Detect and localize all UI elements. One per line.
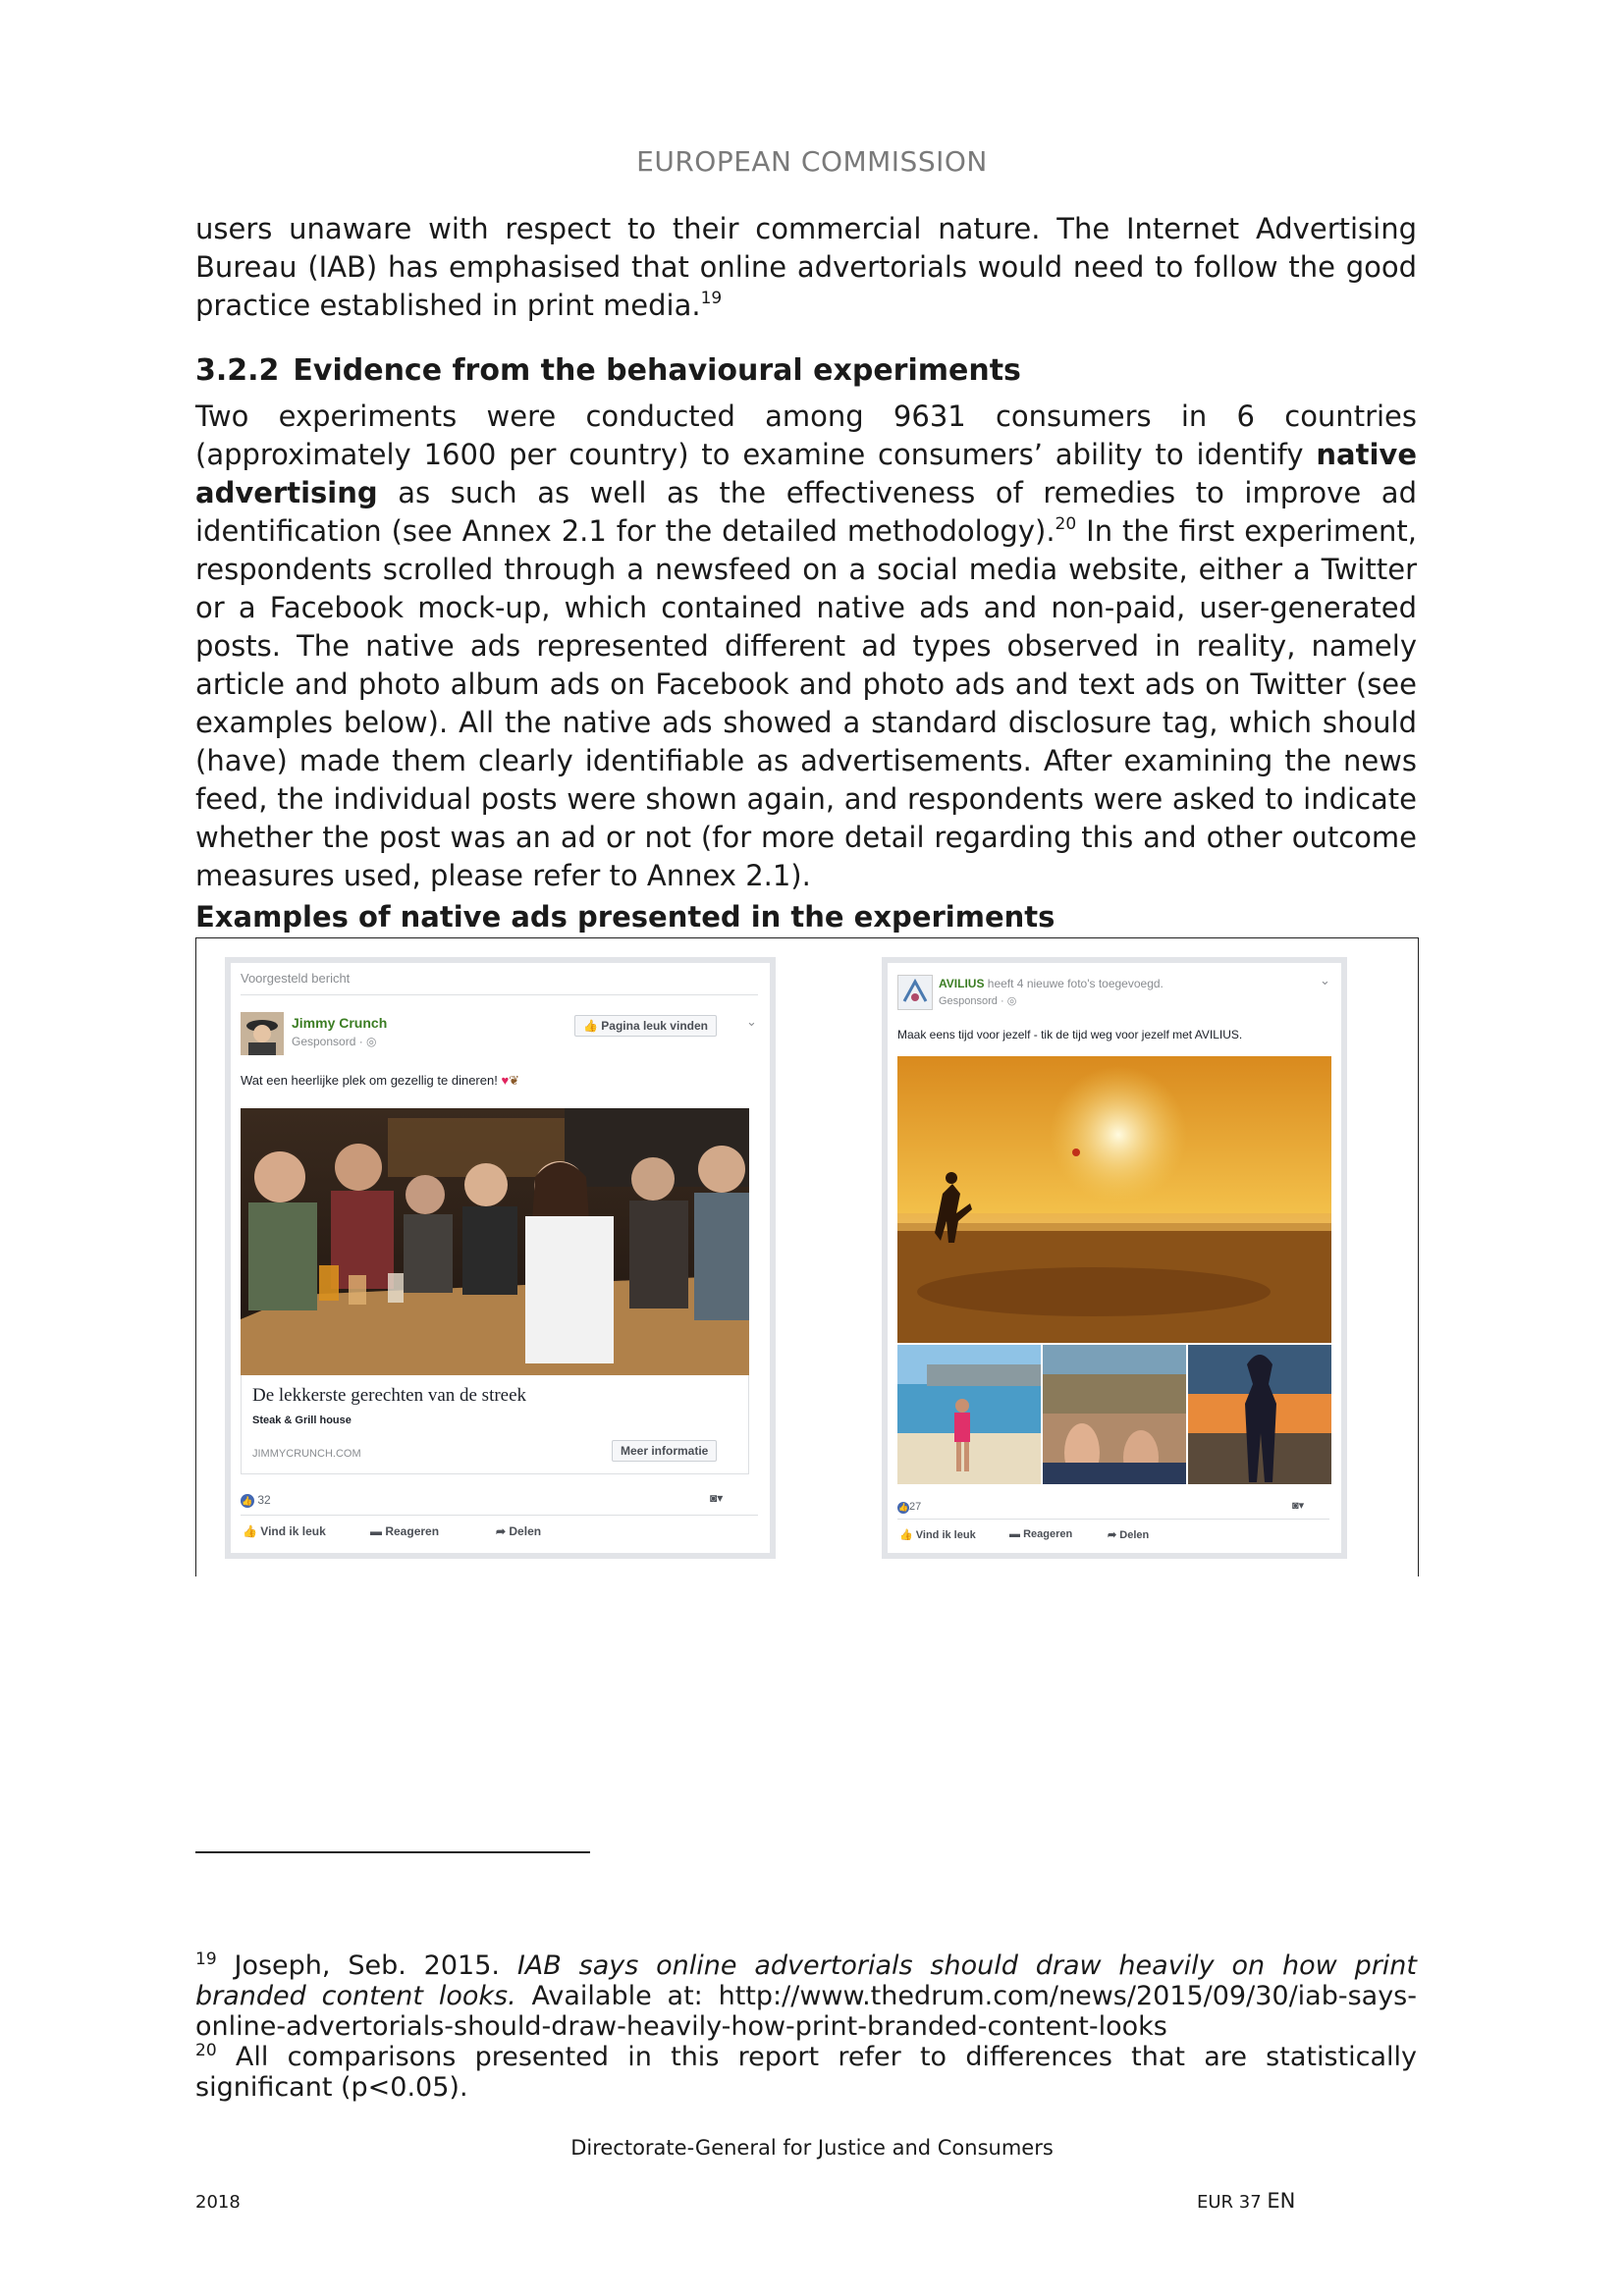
comment-action[interactable] xyxy=(1009,1528,1072,1540)
advertiser-name[interactable]: AVILIUS xyxy=(939,977,985,990)
footnote-number-20: 20 xyxy=(195,2041,217,2060)
globe-icon: ◎ xyxy=(366,1035,377,1048)
paragraph-text-2: as such as well as the effectiveness of remedies to improve ad identification (see Annex 2.1 for the detailed methodology). xyxy=(195,476,1417,548)
likes-number: 27 xyxy=(909,1501,922,1513)
paragraph-text-3: In the first experiment, respondents scrolled through a newsfeed on a social media website, either a Twitter or a Facebook mock-up, which contained native ads and non-paid, user-generated posts. The native ads represented different ad types observed in reality, namely article and photo album ads on Facebook and photo ads and text ads on Twitter (see examples below). All the native ads showed a standard disclosure tag, which should (have) made them clearly identifiable as advertisements. After examining the news feed, the individual posts were shown again, and respondents were asked to indicate whether the post was an ad or not (for more detail regarding this and other outcome measures used, please refer to Annex 2.1). xyxy=(195,514,1417,892)
footer-code: EUR 37 xyxy=(1197,2192,1268,2213)
likes-number: 32 xyxy=(257,1493,271,1507)
like-reaction-icon: 👍 xyxy=(242,1496,253,1506)
footnote-ref-20[interactable]: 20 xyxy=(1055,514,1077,534)
heart-icon: ♥ xyxy=(501,1073,510,1088)
figure-caption: Examples of native ads presented in the experiments xyxy=(195,900,1056,934)
reaction-count xyxy=(241,1493,271,1508)
comment-action[interactable] xyxy=(370,1524,439,1538)
facebook-post-jimmy-crunch xyxy=(225,957,776,1559)
chevron-down-icon[interactable]: ⌄ xyxy=(1320,973,1330,988)
globe-icon: ◎ xyxy=(1006,995,1017,1007)
comment-action-label: Reageren xyxy=(385,1524,440,1538)
reaction-count xyxy=(897,1501,921,1514)
intro-text: users unaware with respect to their commercial nature. The Internet Advertising Bureau (IAB) has emphasised that online advertorials would need to follow the good practice established in print media. xyxy=(195,212,1417,322)
intro-paragraph xyxy=(195,210,1417,325)
avilius-logo[interactable] xyxy=(897,975,933,1010)
sponsored-text: Gesponsord · xyxy=(292,1035,367,1048)
divider xyxy=(897,1519,1329,1520)
footnote-19 xyxy=(195,1950,1417,2042)
sponsored-label xyxy=(939,994,1016,1007)
comment-icon: ▬ xyxy=(370,1524,386,1538)
section-title: Evidence from the behavioural experiments xyxy=(293,353,1021,388)
beach-thumbnail-1[interactable] xyxy=(897,1345,1041,1484)
facebook-post-avilius xyxy=(882,957,1347,1559)
sponsored-label xyxy=(292,1035,377,1048)
footnote-19-author: Joseph, Seb. 2015. xyxy=(216,1950,517,1981)
post-header xyxy=(939,977,1164,990)
share-action-label: Delen xyxy=(509,1524,542,1538)
share-arrow-icon: ➦ xyxy=(496,1524,510,1538)
footnote-20-text: All comparisons presented in this report refer to differences that are statistically significant (p<0.05). xyxy=(195,2042,1417,2103)
footnote-20 xyxy=(195,2042,1417,2103)
like-page-button[interactable] xyxy=(574,1015,717,1037)
running-header: EUROPEAN COMMISSION xyxy=(636,145,988,178)
like-action-label: Vind ik leuk xyxy=(260,1524,326,1538)
comment-icon: ▬ xyxy=(1009,1528,1024,1540)
like-action[interactable] xyxy=(243,1524,326,1538)
added-photos-text: heeft 4 nieuwe foto's toegevoegd. xyxy=(984,977,1164,990)
link-domain: JIMMYCRUNCH.COM xyxy=(252,1448,361,1460)
like-action-label: Vind ik leuk xyxy=(915,1529,976,1541)
like-action[interactable] xyxy=(899,1528,976,1541)
share-arrow-icon: ➦ xyxy=(1108,1529,1120,1541)
chevron-down-icon[interactable]: ⌄ xyxy=(746,1014,757,1029)
avatar-photo xyxy=(241,1012,284,1055)
share-menu-icon[interactable]: ◙▾ xyxy=(710,1491,724,1505)
sponsored-text: Gesponsord · xyxy=(939,995,1007,1007)
footer-directorate: Directorate-General for Justice and Consumers xyxy=(570,2136,1054,2160)
comment-action-label: Reageren xyxy=(1023,1528,1073,1540)
share-action[interactable] xyxy=(1108,1528,1149,1541)
like-reaction-icon: 👍 xyxy=(898,1503,908,1512)
suggested-post-label: Voorgesteld bericht xyxy=(241,971,351,986)
leaf-icon: ❦ xyxy=(509,1073,520,1088)
beach-thumbnail-2[interactable] xyxy=(1043,1345,1186,1484)
post-text-content: Wat een heerlijke plek om gezellig te dineren! xyxy=(241,1073,498,1088)
footer-language: EN xyxy=(1267,2189,1296,2213)
brand-logo-icon xyxy=(898,976,932,1009)
more-info-button[interactable]: Meer informatie xyxy=(612,1440,717,1462)
like-page-label: Pagina leuk vinden xyxy=(601,1019,708,1033)
beach-thumbnail-3[interactable] xyxy=(1188,1345,1331,1484)
footnote-number-19: 19 xyxy=(195,1949,217,1969)
thumbs-up-icon: 👍 xyxy=(899,1529,916,1541)
post-text xyxy=(241,1073,519,1089)
footnote-ref-19[interactable]: 19 xyxy=(700,289,723,308)
footer-page-code xyxy=(1197,2189,1295,2213)
paragraph-text-1: Two experiments were conducted among 9631 consumers in 6 countries (approximately 1600 per country) to examine consumers’ ability to identify xyxy=(195,400,1417,471)
link-subtitle: Steak & Grill house xyxy=(252,1415,352,1426)
share-action-label: Delen xyxy=(1119,1529,1150,1541)
section-heading xyxy=(195,353,1021,388)
avatar[interactable] xyxy=(241,1012,284,1055)
divider xyxy=(241,1515,758,1516)
advertiser-name[interactable]: Jimmy Crunch xyxy=(292,1015,388,1031)
share-action[interactable] xyxy=(496,1524,541,1538)
footnote-separator xyxy=(195,1851,590,1853)
footnote-19-source[interactable]: Available at: http://www.thedrum.com/news/2015/09/30/iab-says-online-advertorials-should-draw-heavily-how-print-branded-content-looks xyxy=(195,1981,1417,2042)
sunset-beach-photo[interactable] xyxy=(897,1056,1331,1343)
footnote-19-title: IAB says online advertorials should draw heavily on how print branded content looks. xyxy=(195,1950,1418,2011)
thumbs-up-icon: 👍 xyxy=(583,1019,602,1033)
native-advertising-term: native advertising xyxy=(195,438,1417,509)
section-number: 3.2.2 xyxy=(195,353,280,388)
link-title[interactable]: De lekkerste gerechten van de streek xyxy=(252,1385,527,1406)
experiment-paragraph xyxy=(195,398,1417,895)
post-text: Maak eens tijd voor jezelf - tik de tijd weg voor jezelf met AVILIUS. xyxy=(897,1028,1243,1041)
divider xyxy=(241,994,758,995)
restaurant-photo[interactable] xyxy=(241,1108,749,1375)
footer-year: 2018 xyxy=(195,2192,241,2213)
thumbs-up-icon: 👍 xyxy=(243,1524,261,1538)
share-menu-icon[interactable]: ◙▾ xyxy=(1292,1500,1305,1512)
